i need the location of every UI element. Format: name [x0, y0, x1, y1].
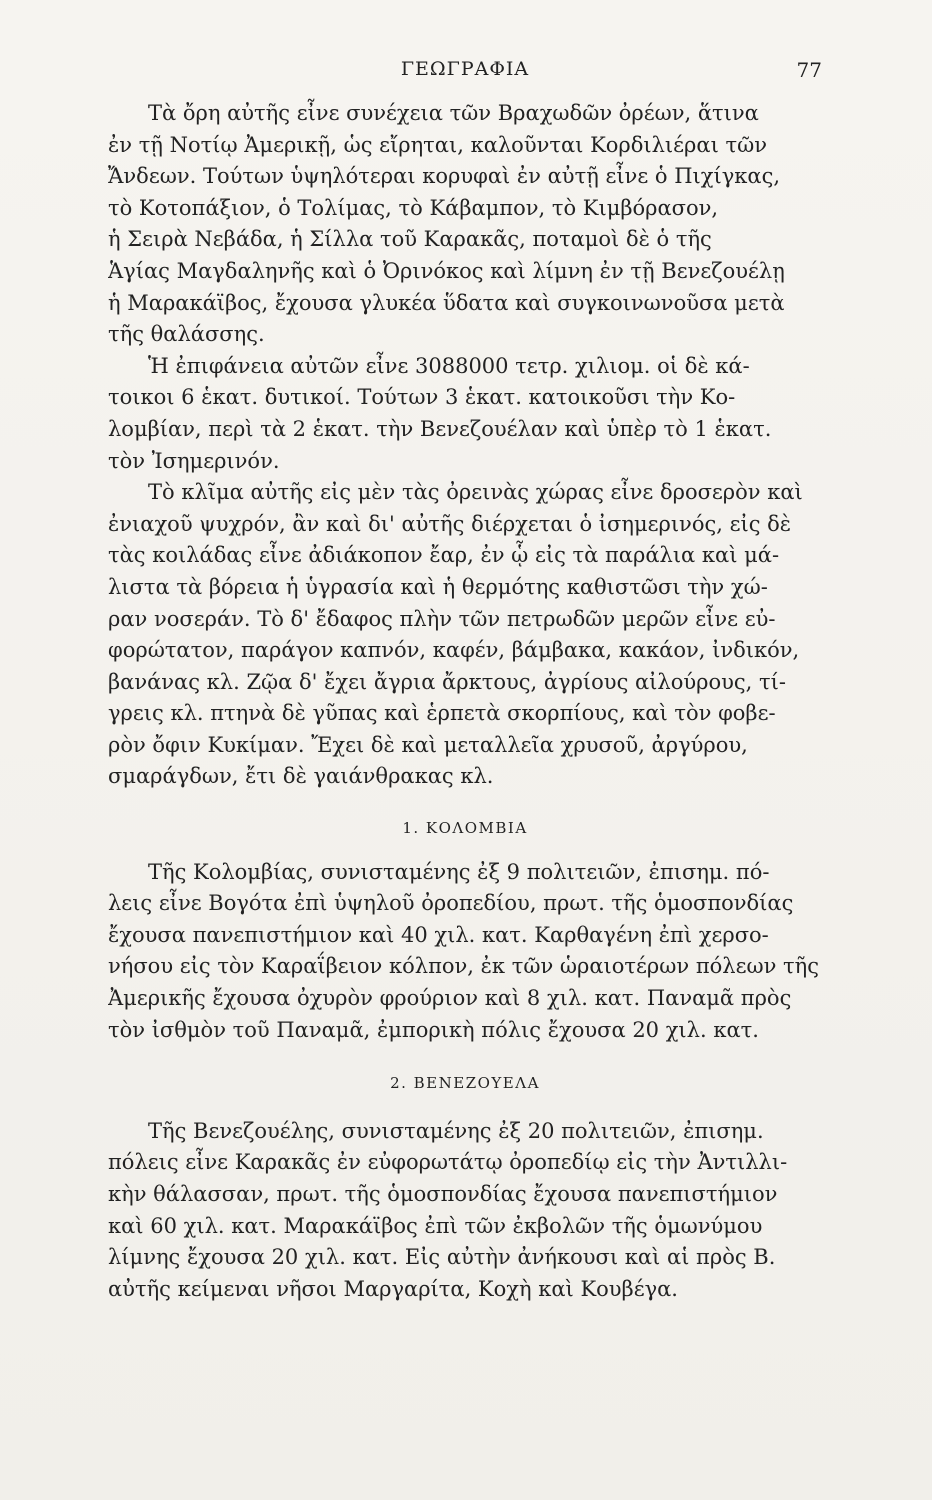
text-line: Τῆς Κολομβίας, συνισταμένης ἐξ 9 πολιτειῶν, ἐπισημ. πό-: [148, 859, 770, 884]
text-line: ρὸν ὄφιν Κυκίμαν. Ἔχει δὲ καὶ μεταλλεῖα χρυσοῦ, ἀργύρου,: [108, 732, 748, 757]
section-heading: 2. ΒΕΝΕΖΟΥΕΛΑ: [390, 1074, 540, 1093]
text-line: Ἡ ἐπιφάνεια αὐτῶν εἶνε 3088000 τετρ. χιλιομ. οἱ δὲ κά-: [148, 353, 750, 378]
page-number: 77: [796, 58, 822, 82]
text-line: πόλεις εἶνε Καρακᾶς ἐν εὐφορωτάτῳ ὀροπεδίῳ εἰς τὴν Ἀντιλλι-: [108, 1150, 788, 1175]
text-line: ἐνιαχοῦ ψυχρόν, ἂν καὶ δι' αὐτῆς διέρχεται ὁ ἰσημερινός, εἰς δὲ: [108, 511, 792, 536]
text-line: ἔχουσα πανεπιστήμιον καὶ 40 χιλ. κατ. Καρθαγένη ἐπὶ χερσο-: [108, 922, 769, 947]
text-line: τὸν ἰσθμὸν τοῦ Παναμᾶ, ἐμπορικὴ πόλις ἔχουσα 20 χιλ. κατ.: [108, 1017, 759, 1042]
paragraph: [108, 857, 822, 1047]
text-line: ἡ Σειρὰ Νεβάδα, ἡ Σίλλα τοῦ Καρακᾶς, ποταμοὶ δὲ ὁ τῆς: [108, 227, 712, 252]
text-line: τὸν Ἰσημερινόν.: [108, 448, 280, 473]
text-line: ραν νοσεράν. Τὸ δ' ἔδαφος πλὴν τῶν πετρωδῶν μερῶν εἶνε εὐ-: [108, 606, 776, 631]
text-line: αὐτῆς κείμεναι νῆσοι Μαργαρίτα, Κοχὴ καὶ Κουβέγα.: [108, 1276, 678, 1301]
text-line: ἡ Μαρακάϊβος, ἔχουσα γλυκέα ὕδατα καὶ συγκοινωνοῦσα μετὰ: [108, 290, 785, 315]
text-line: λίμνης ἔχουσα 20 χιλ. κατ. Εἰς αὐτὴν ἀνήκουσι καὶ αἱ πρὸς Β.: [108, 1245, 776, 1270]
text-line: σμαράγδων, ἔτι δὲ γαιάνθρακας κλ.: [108, 764, 494, 789]
text-line: γρεις κλ. πτηνὰ δὲ γῦπας καὶ ἑρπετὰ σκορπίους, καὶ τὸν φοβε-: [108, 701, 776, 726]
text-line: τὰς κοιλάδας εἶνε ἀδιάκοπον ἔαρ, ἐν ᾧ εἰς τὰ παράλια καὶ μά-: [108, 543, 780, 568]
text-line: φορώτατον, παράγον καπνόν, καφέν, βάμβακα, κακάον, ἰνδικόν,: [108, 638, 800, 663]
page-header: [108, 58, 822, 88]
text-line: λιστα τὰ βόρεια ἡ ὑγρασία καὶ ἡ θερμότης καθιστῶσι τὴν χώ-: [108, 574, 768, 599]
paragraph: [108, 477, 822, 793]
paragraph: [108, 98, 822, 351]
text-line: Τὸ κλῖμα αὐτῆς εἰς μὲν τὰς ὀρεινὰς χώρας εἶνε δροσερὸν καὶ: [148, 480, 803, 505]
text-line: Τὰ ὄρη αὐτῆς εἶνε συνέχεια τῶν Βραχωδῶν ὀρέων, ἅτινα: [148, 101, 759, 125]
text-line: Ἄνδεων. Τούτων ὑψηλότεραι κορυφαὶ ἐν αὐτῇ εἶνε ὁ Πιχίγκας,: [108, 164, 780, 189]
paragraph: [108, 351, 822, 477]
text-line: βανάνας κλ. Ζῷα δ' ἔχει ἄγρια ἄρκτους, ἀγρίους αἰλούρους, τί-: [108, 669, 786, 694]
running-title: ΓΕΩΓΡΑΦΙΑ: [400, 58, 530, 80]
text-line: λεις εἶνε Βογότα ἐπὶ ὑψηλοῦ ὀροπεδίου, πρωτ. τῆς ὁμοσπονδίας: [108, 891, 794, 916]
text-line: Τῆς Βενεζουέλης, συνισταμένης ἐξ 20 πολιτειῶν, ἐπισημ.: [148, 1118, 764, 1143]
body-text: [108, 98, 822, 1305]
text-line: λομβίαν, περὶ τὰ 2 ἑκατ. τὴν Βενεζουέλαν καὶ ὑπὲρ τὸ 1 ἑκατ.: [108, 416, 772, 441]
text-line: τὸ Κοτοπάξιον, ὁ Τολίμας, τὸ Κάβαμπον, τὸ Κιμβόρασον,: [108, 195, 719, 220]
text-line: νήσου εἰς τὸν Καραΐβειον κόλπον, ἐκ τῶν ὡραιοτέρων πόλεων τῆς: [108, 954, 819, 979]
text-line: κὴν θάλασσαν, πρωτ. τῆς ὁμοσπονδίας ἔχουσα πανεπιστήμιον: [108, 1182, 778, 1206]
text-line: καὶ 60 χιλ. κατ. Μαρακάϊβος ἐπὶ τῶν ἐκβολῶν τῆς ὁμωνύμου: [108, 1213, 763, 1238]
text-line: Ἁγίας Μαγδαληνῆς καὶ ὁ Ὀρινόκος καὶ λίμνη ἐν τῇ Βενεζουέλῃ: [108, 258, 785, 283]
text-line: τοικοι 6 ἑκατ. δυτικοί. Τούτων 3 ἑκατ. κατοικοῦσι τὴν Κο-: [108, 385, 736, 410]
text-line: τῆς θαλάσσης.: [108, 322, 265, 347]
section-heading: 1. ΚΟΛΟΜΒΙΑ: [402, 819, 528, 838]
paragraph: [108, 1116, 822, 1306]
text-line: Ἀμερικῆς ἔχουσα ὀχυρὸν φρούριον καὶ 8 χιλ. κατ. Παναμᾶ πρὸς: [108, 986, 792, 1011]
text-line: ἐν τῇ Νοτίῳ Ἀμερικῇ, ὡς εἴρηται, καλοῦνται Κορδιλιέραι τῶν: [108, 132, 767, 157]
